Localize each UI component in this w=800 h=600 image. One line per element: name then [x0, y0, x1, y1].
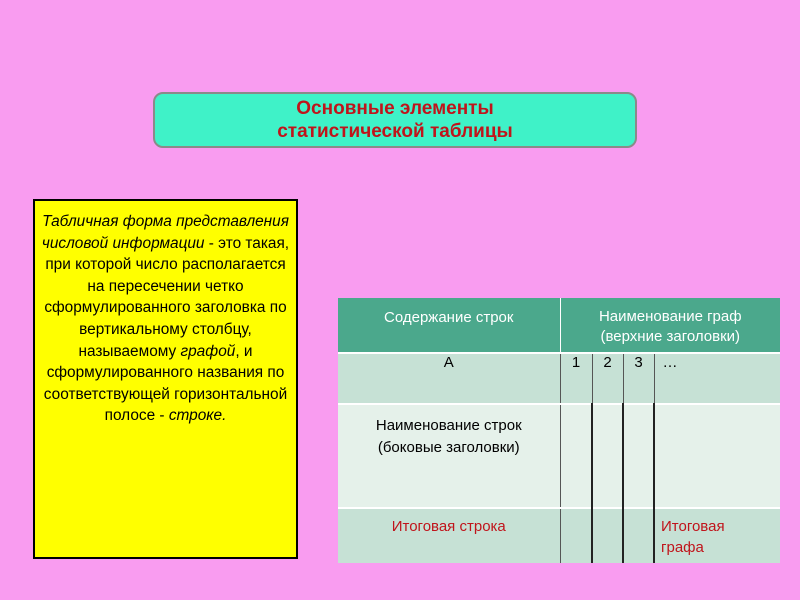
total-col-line1: Итоговая [661, 518, 725, 535]
cell-empty [592, 508, 623, 563]
cell-row-names [338, 404, 560, 508]
cell-empty [592, 404, 623, 508]
definition-text-2: , и сформулированного названия по соответствующей горизонтальной полосе - [43, 342, 288, 425]
table-row [338, 508, 780, 563]
cell-a: А [338, 353, 560, 404]
header-cols-line1: Наименование граф [598, 308, 742, 325]
table-header-row [338, 298, 780, 353]
header-columns-name [560, 298, 780, 353]
definition-term: Табличная форма представления числовой информации [41, 213, 289, 252]
cell-empty [560, 404, 592, 508]
slide-title-line1: Основные элементы [296, 98, 494, 119]
definition-text-1: - это такая, при которой число располагается на пересечении четко сформулированного заголовка по вертикальному столбцу, называемому [44, 234, 290, 360]
statistical-table [338, 298, 780, 563]
cell-total-row: Итоговая строка [338, 508, 560, 563]
row-names-line2: (боковые заголовки) [377, 439, 520, 456]
row-names-line1: Наименование строк [375, 417, 522, 434]
definition-row-term: строке. [168, 407, 227, 425]
cell-total-column [654, 508, 780, 563]
slide-title-line2: статистической таблицы [277, 121, 513, 142]
cell-col-1: 1 [560, 353, 592, 404]
table-row [338, 353, 780, 404]
definition-box [33, 199, 298, 559]
cell-col-2: 2 [592, 353, 623, 404]
slide-title [153, 92, 637, 148]
total-col-line2: графа [661, 539, 704, 556]
cell-col-more: … [654, 353, 780, 404]
cell-empty [623, 508, 654, 563]
cell-empty [623, 404, 654, 508]
cell-empty [560, 508, 592, 563]
cell-empty [654, 404, 780, 508]
cell-col-3: 3 [623, 353, 654, 404]
header-rows-content [338, 298, 560, 353]
table-row [338, 404, 780, 508]
definition-graph-term: графой [180, 342, 236, 360]
header-rows-label: Содержание строк [384, 309, 514, 326]
header-cols-line2: (верхние заголовки) [600, 328, 741, 345]
